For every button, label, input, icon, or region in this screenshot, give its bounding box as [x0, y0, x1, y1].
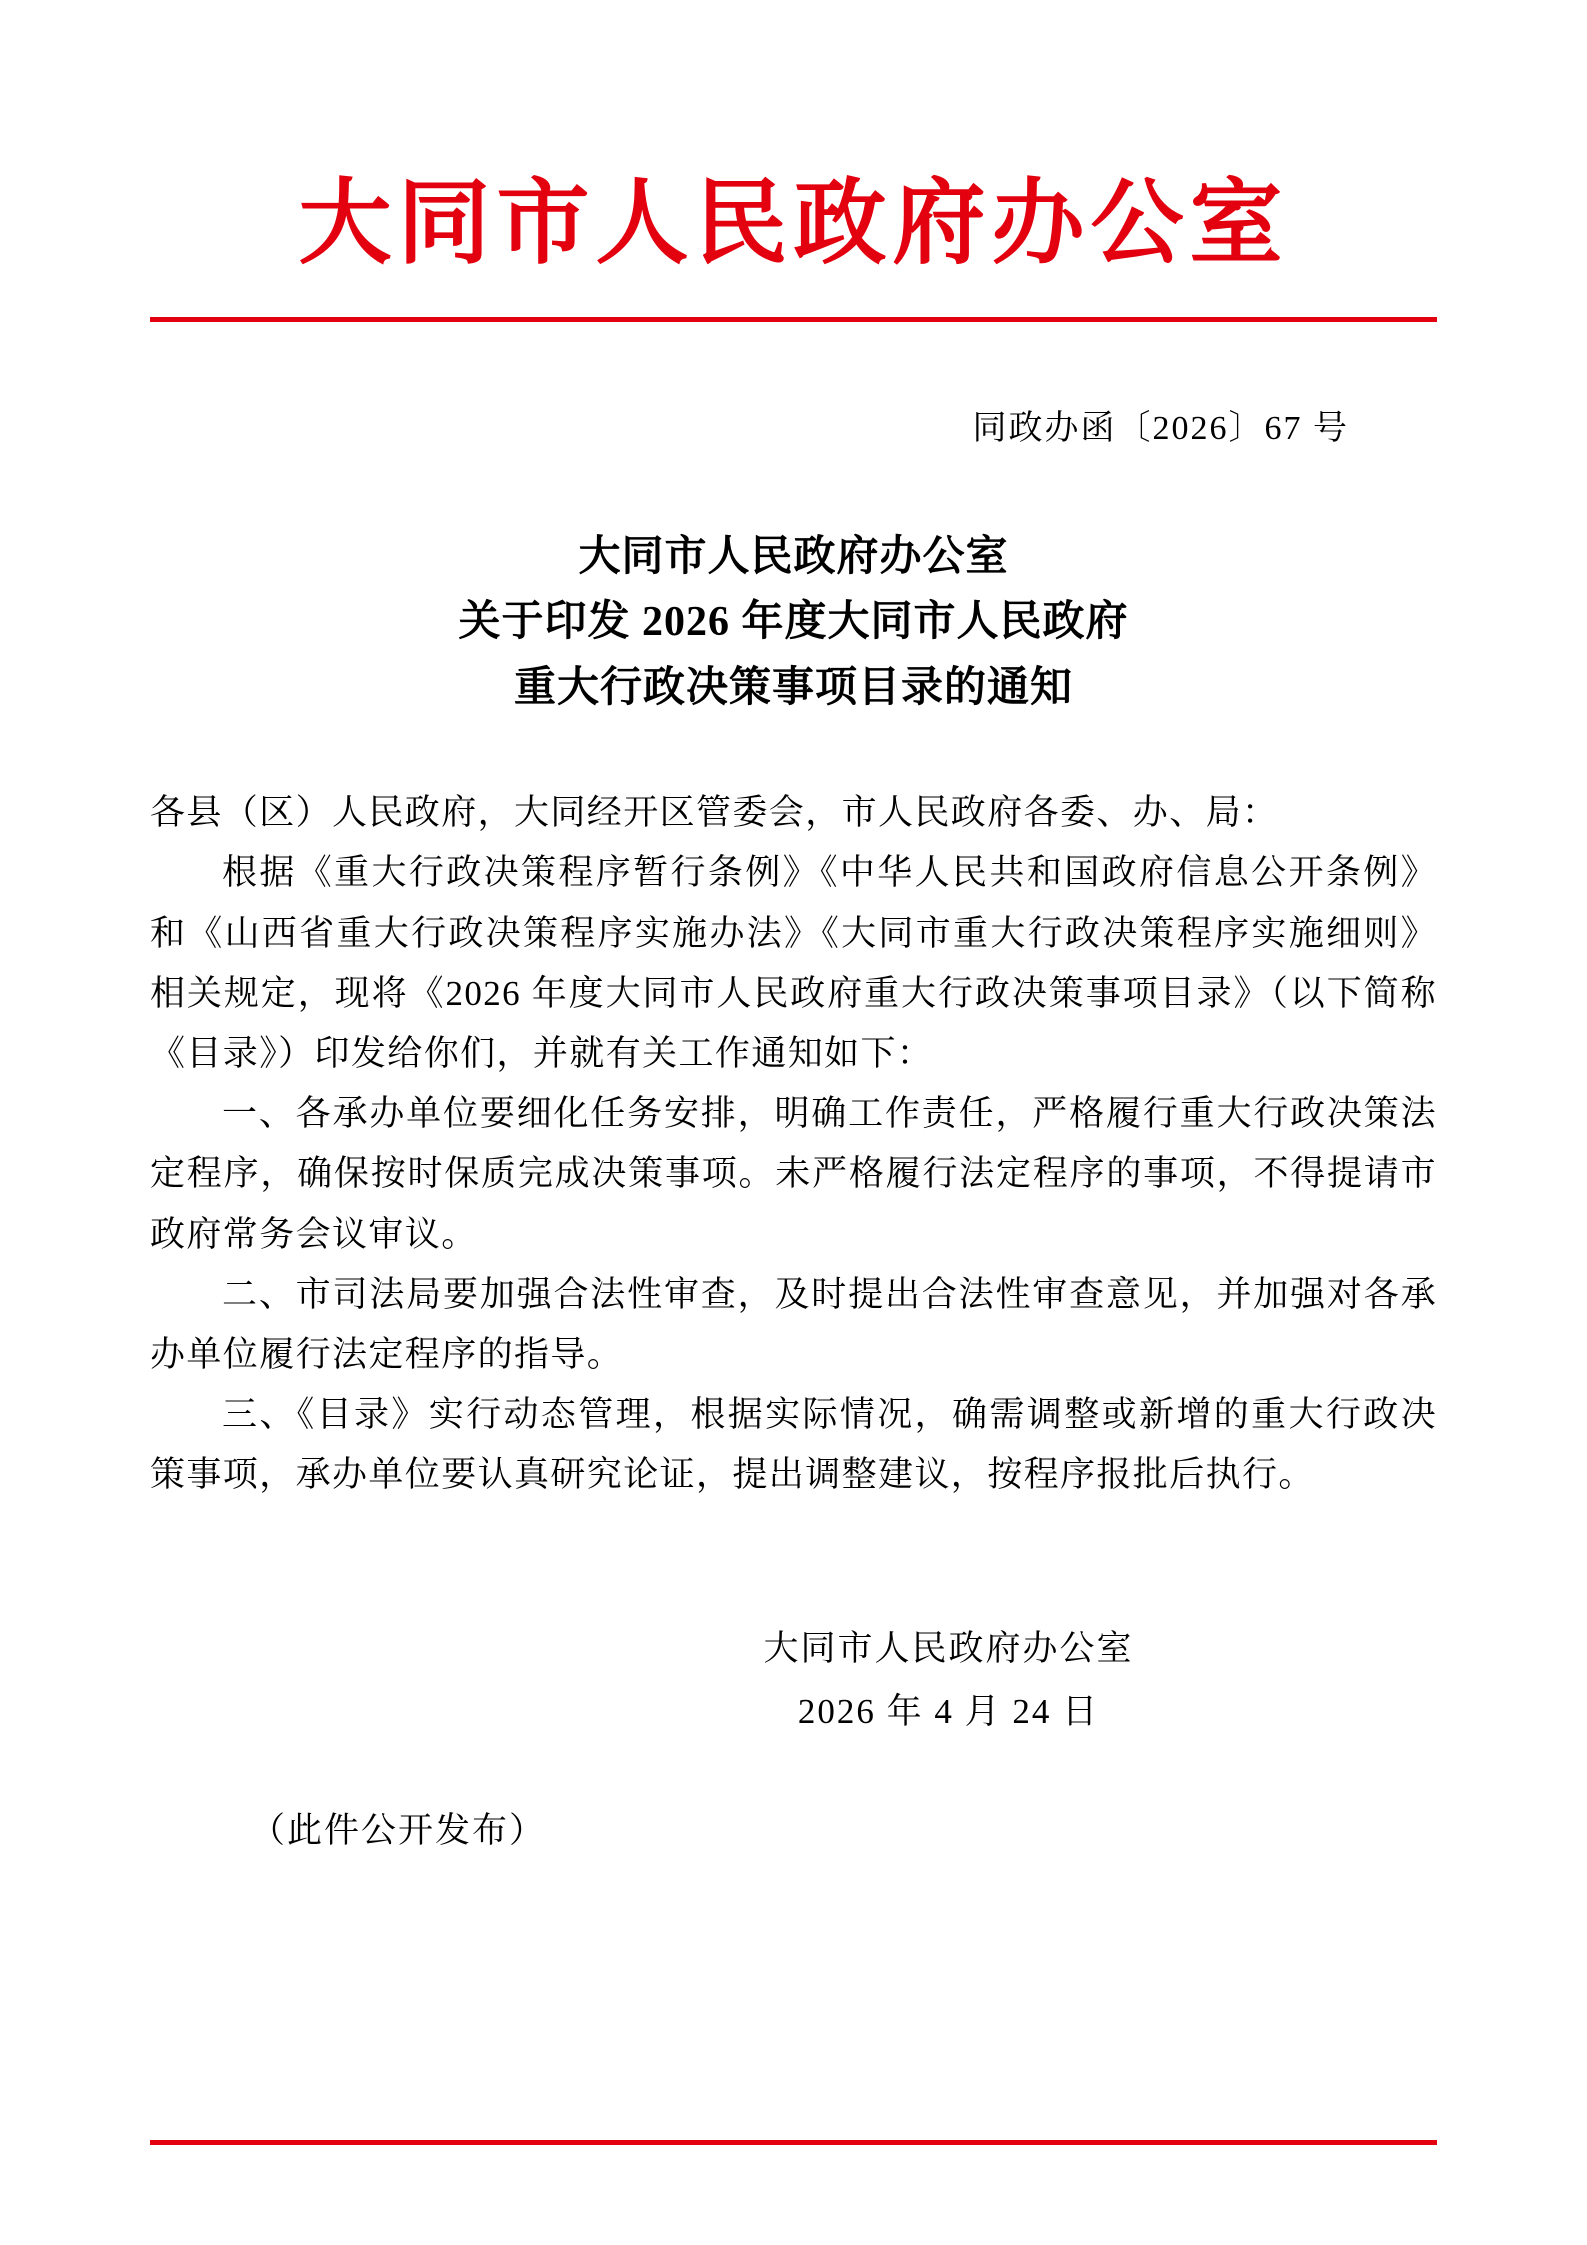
document-title	[150, 525, 1437, 722]
body-paragraph-item-1: 一、各承办单位要细化任务安排，明确工作责任，严格履行重大行政决策法定程序，确保按时保质完成决策事项。未严格履行法定程序的事项，不得提请市政府常务会议审议。	[150, 1094, 1437, 1254]
document-body	[150, 783, 1437, 1505]
document-number: 同政办函〔2026〕67 号	[972, 409, 1349, 447]
body-paragraph-addressee: 各县（区）人民政府，大同经开区管委会，市人民政府各委、办、局：	[150, 793, 1279, 833]
title-line-2: 关于印发 2026 年度大同市人民政府	[458, 599, 1129, 646]
title-line-1: 大同市人民政府办公室	[578, 533, 1009, 580]
body-paragraph-item-3: 三、《目录》实行动态管理，根据实际情况，确需调整或新增的重大行政决策事项，承办单位要认真研究论证，提出调整建议，按程序报批后执行。	[150, 1395, 1437, 1495]
masthead-title: 大同市人民政府办公室	[298, 171, 1289, 275]
footer-note: （此件公开发布）	[250, 1811, 547, 1851]
signature-block	[150, 1617, 1437, 1743]
signature-date: 2026 年 4 月 24 日	[797, 1692, 1100, 1732]
body-paragraph-item-2: 二、市司法局要加强合法性审查，及时提出合法性审查意见，并加强对各承办单位履行法定程序的指导。	[150, 1274, 1437, 1374]
title-line-3: 重大行政决策事项目录的通知	[513, 664, 1073, 711]
red-rule-bottom	[150, 2140, 1437, 2145]
masthead	[150, 0, 1437, 273]
red-rule-top	[150, 317, 1437, 322]
body-paragraph-preamble: 根据《重大行政决策程序暂行条例》《中华人民共和国政府信息公开条例》和《山西省重大行政决策程序实施办法》《大同市重大行政决策程序实施细则》相关规定，现将《2026 年度大同市人民政府重大行政决策事项目录》（以下简称《目录》）印发给你们，并就有关工作通知如下：	[150, 853, 1437, 1073]
signature-issuer: 大同市人民政府办公室	[763, 1629, 1134, 1669]
